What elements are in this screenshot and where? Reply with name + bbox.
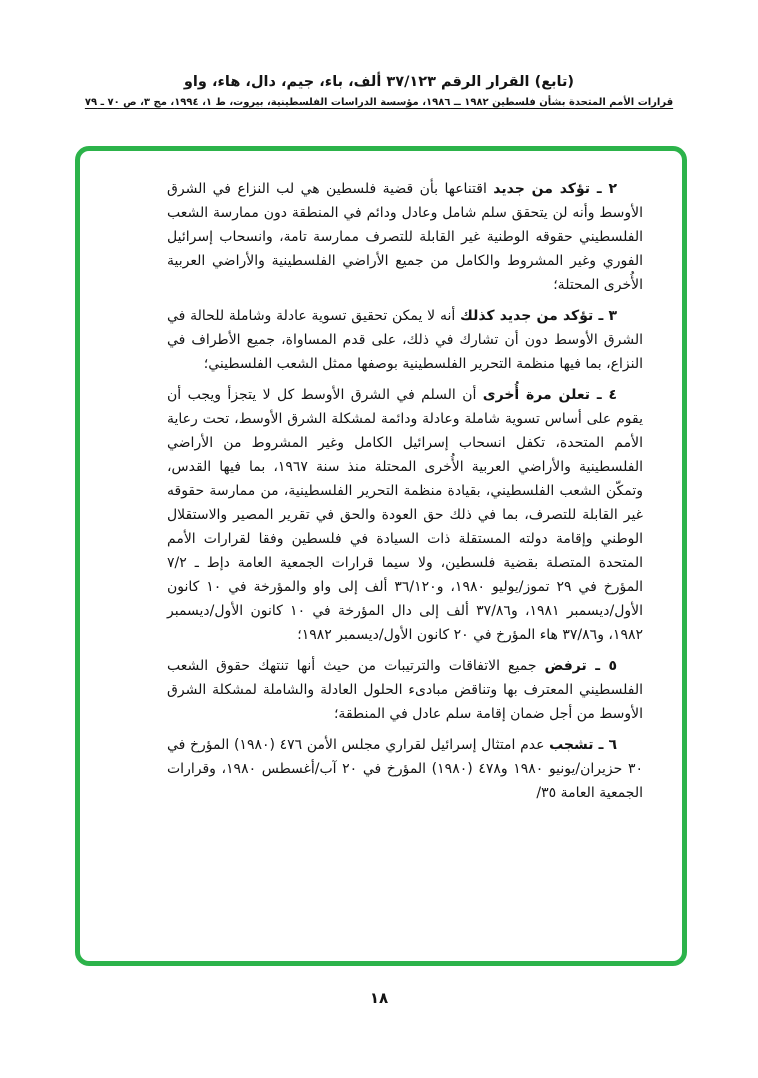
paragraph-4-lead: ٤ ـ تعلن مرة أُخرى — [482, 387, 618, 403]
paragraph-5-text: جميع الاتفاقات والترتيبات من حيث أنها تنتهك حقوق الشعب الفلسطيني المعترف بها وتناقض مبادىء الحلول العادلة والشاملة لمشكلة الشرق الأوسط من أجل ضمان إقامة سلم عادل في المنطقة؛ — [167, 658, 643, 722]
page-number: ١٨ — [369, 989, 389, 1007]
page-footer — [0, 988, 758, 1007]
paragraph-4-text: أن السلم في الشرق الأوسط كل لا يتجزأ ويجب أن يقوم على أساس تسوية شاملة وعادلة ودائمة لمشكلة الشرق الأوسط، تحت رعاية الأمم المتحدة، تكفل انسحاب إسرائيل الكامل وغير المشروط من الأراضي الفلسطينية والأراضي العربية الأُخرى المحتلة منذ سنة ١٩٦٧، بما فيها القدس، وتمكّن الشعب الفلسطيني، بقيادة منظمة التحرير الفلسطينية، من ممارسة حقوقه غير القابلة للتصرف، بما في ذلك حق العودة والحق في تقرير المصير والاستقلال الوطني وإقامة دولته المستقلة ذات السيادة في فلسطين وفقا لقرارات الأمم المتحدة المتصلة بقضية فلسطين، ولا سيما قرارات الجمعية العامة دإط ـ ٧/٢ المؤرخ في ٢٩ تموز/يوليو ١٩٨٠، و٣٦/١٢٠ ألف إلى واو والمؤرخة في ١٠ كانون الأول/ديسمبر ١٩٨١، و٣٧/٨٦ ألف إلى دال المؤرخة في ١٠ كانون الأول/ديسمبر ١٩٨٢، و٣٧/٨٦ هاء المؤرخ في ٢٠ كانون الأول/ديسمبر ١٩٨٢؛ — [167, 387, 644, 643]
text-frame-border — [75, 146, 687, 966]
paragraph-2 — [167, 177, 643, 297]
paragraph-6 — [167, 733, 643, 805]
resolution-body — [167, 177, 643, 812]
page-header — [0, 74, 758, 109]
citation-line: قرارات الأمم المتحدة بشأن فلسطين ١٩٨٢ ــ ١٩٨٦، مؤسسة الدراسات الفلسطينية، بيروت، ط ١، ١٩٩٤، مج ٣، ص ٧٠ ـ ٧٩ — [84, 97, 674, 108]
paragraph-6-text: عدم امتثال إسرائيل لقراري مجلس الأمن ٤٧٦ (١٩٨٠) المؤرخ في ٣٠ حزيران/يونيو ١٩٨٠ و٤٧٨ (١٩٨٠) المؤرخ في ٢٠ آب/أغسطس ١٩٨٠، وقرارات الجمعية العامة ٣٥/ — [167, 737, 643, 801]
paragraph-5 — [167, 654, 643, 726]
paragraph-5-lead: ٥ ـ ترفض — [544, 658, 618, 674]
resolution-title: (تابع) القرار الرقم ٣٧/١٢٣ ألف، باء، جيم، دال، هاء، واو — [183, 74, 575, 90]
paragraph-4 — [167, 383, 643, 647]
paragraph-2-text: اقتناعها بأن قضية فلسطين هي لب النزاع في الشرق الأوسط وأنه لن يتحقق سلم شامل وعادل ودائم في المنطقة دون ممارسة الشعب الفلسطيني حقوقه الوطنية غير القابلة للتصرف ممارسة تامة، وانسحاب إسرائيل الفوري وغير المشروط والكامل من جميع الأراضي الفلسطينية والأراضي العربية الأُخرى المحتلة؛ — [167, 181, 643, 293]
paragraph-2-lead: ٢ ـ تؤكد من جديد — [493, 181, 617, 197]
paragraph-3 — [167, 304, 643, 376]
paragraph-3-text: أنه لا يمكن تحقيق تسوية عادلة وشاملة للحالة في الشرق الأوسط دون أن تشارك في ذلك، على قدم المساواة، جميع الأطراف في النزاع، بما فيها منظمة التحرير الفلسطينية بوصفها ممثل الشعب الفلسطيني؛ — [167, 308, 643, 372]
paragraph-6-lead: ٦ ـ تشجب — [549, 737, 617, 753]
paragraph-3-lead: ٣ ـ تؤكد من جديد كذلك — [460, 308, 617, 324]
